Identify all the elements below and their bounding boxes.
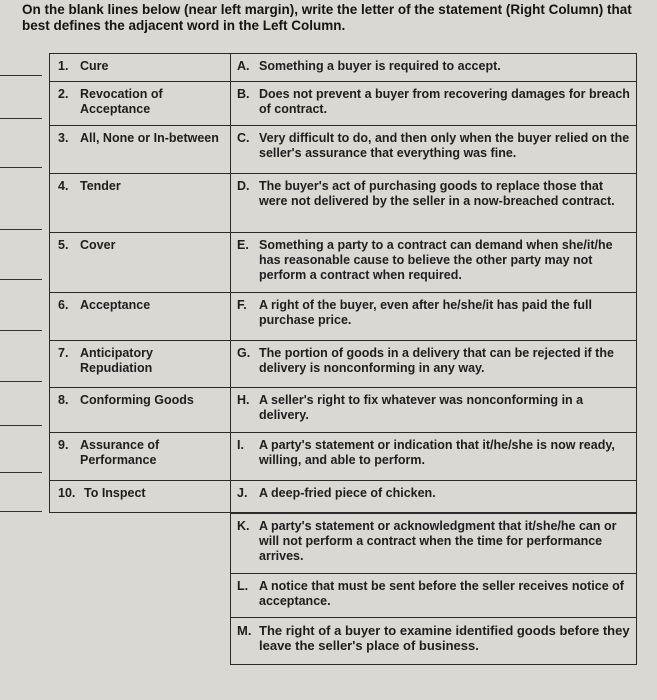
term-number: 6. [58, 298, 69, 312]
term-row [50, 82, 230, 126]
term-text: Acceptance [80, 298, 151, 312]
definition-letter: M. [237, 623, 252, 638]
definition-letter: J. [237, 486, 248, 500]
definition-row [231, 82, 636, 126]
definition-letter: G. [237, 346, 251, 360]
definition-letter: B. [237, 87, 250, 101]
definition-row [231, 126, 636, 174]
term-number: 10. [58, 486, 76, 500]
term-number: 2. [58, 87, 69, 101]
terms-column [49, 53, 230, 513]
definition-text: A deep-fried piece of chicken. [259, 486, 436, 500]
term-number: 4. [58, 179, 69, 193]
term-text: Assurance of Performance [80, 438, 160, 467]
definition-text: Something a buyer is required to accept. [259, 59, 501, 73]
term-row [50, 54, 230, 82]
definition-letter: A. [237, 59, 250, 73]
term-text: Anticipatory Repudiation [80, 346, 153, 375]
definition-text: The buyer's act of purchasing goods to replace those that were not delivered by the seller in a now-breached contract. [259, 179, 615, 208]
instructions: On the blank lines below (near left margin), write the letter of the statement (Right Column) that best defines the adjacent word in the Left Column. [22, 2, 632, 33]
answer-blank-1[interactable] [0, 75, 42, 76]
definition-text: The right of a buyer to examine identified goods before they leave the seller's place of business. [259, 623, 630, 653]
definition-text: Something a party to a contract can demand when she/it/he has reasonable cause to believe the other party may not perform a contract when required. [259, 238, 613, 282]
term-row [50, 174, 230, 233]
answer-blank-5[interactable] [0, 279, 42, 280]
definition-row [231, 618, 636, 664]
definition-row [231, 388, 636, 433]
term-number: 3. [58, 131, 69, 145]
definition-row [231, 293, 636, 341]
term-text: To Inspect [84, 486, 146, 500]
definition-letter: C. [237, 131, 250, 145]
definition-letter: K. [237, 519, 250, 533]
answer-blank-8[interactable] [0, 425, 42, 426]
term-number: 8. [58, 393, 69, 407]
answer-blank-7[interactable] [0, 381, 42, 382]
definition-row [231, 481, 636, 512]
answer-blank-3[interactable] [0, 167, 42, 168]
answer-blank-4[interactable] [0, 229, 42, 230]
term-text: Conforming Goods [80, 393, 194, 407]
definition-row [231, 341, 636, 388]
definition-row [231, 174, 636, 233]
term-number: 1. [58, 59, 69, 73]
term-text: Cover [80, 238, 116, 252]
definition-text: A notice that must be sent before the seller receives notice of acceptance. [259, 579, 624, 608]
definitions-column [230, 53, 637, 513]
definition-text: A right of the buyer, even after he/she/it has paid the full purchase price. [259, 298, 592, 327]
term-row [50, 481, 230, 512]
answer-blank-2[interactable] [0, 118, 42, 119]
extra-definitions [230, 513, 637, 665]
answer-blank-6[interactable] [0, 330, 42, 331]
definition-text: A party's statement or indication that it/he/she is now ready, willing, and able to perform. [259, 438, 615, 467]
term-text: All, None or In-between [80, 131, 219, 145]
term-number: 7. [58, 346, 69, 360]
definition-row [231, 433, 636, 481]
term-row [50, 341, 230, 388]
term-row [50, 293, 230, 341]
term-row [50, 388, 230, 433]
definition-letter: H. [237, 393, 250, 407]
definition-text: The portion of goods in a delivery that can be rejected if the delivery is nonconforming in any way. [259, 346, 614, 375]
definition-letter: E. [237, 238, 249, 252]
definition-letter: L. [237, 579, 249, 593]
answer-blank-9[interactable] [0, 472, 42, 473]
definition-text: Does not prevent a buyer from recovering damages for breach of contract. [259, 87, 630, 116]
term-number: 9. [58, 438, 69, 452]
definition-row [231, 54, 636, 82]
term-number: 5. [58, 238, 69, 252]
definition-text: A seller's right to fix whatever was nonconforming in a delivery. [259, 393, 584, 422]
definition-row [231, 233, 636, 293]
definition-letter: I. [237, 438, 244, 452]
definition-letter: F. [237, 298, 247, 312]
definition-letter: D. [237, 179, 250, 193]
answer-blank-10[interactable] [0, 511, 42, 512]
term-text: Cure [80, 59, 109, 73]
term-text: Revocation of Acceptance [80, 87, 163, 116]
term-row [50, 433, 230, 481]
definition-text: Very difficult to do, and then only when the buyer relied on the seller's assurance that everything was fine. [259, 131, 630, 160]
definition-text: A party's statement or acknowledgment that it/she/he can or will not perform a contract when the time for performance arrives. [259, 519, 617, 563]
term-row [50, 233, 230, 293]
term-text: Tender [80, 179, 121, 193]
term-row [50, 126, 230, 174]
definition-row [231, 513, 636, 574]
definition-row [231, 574, 636, 618]
